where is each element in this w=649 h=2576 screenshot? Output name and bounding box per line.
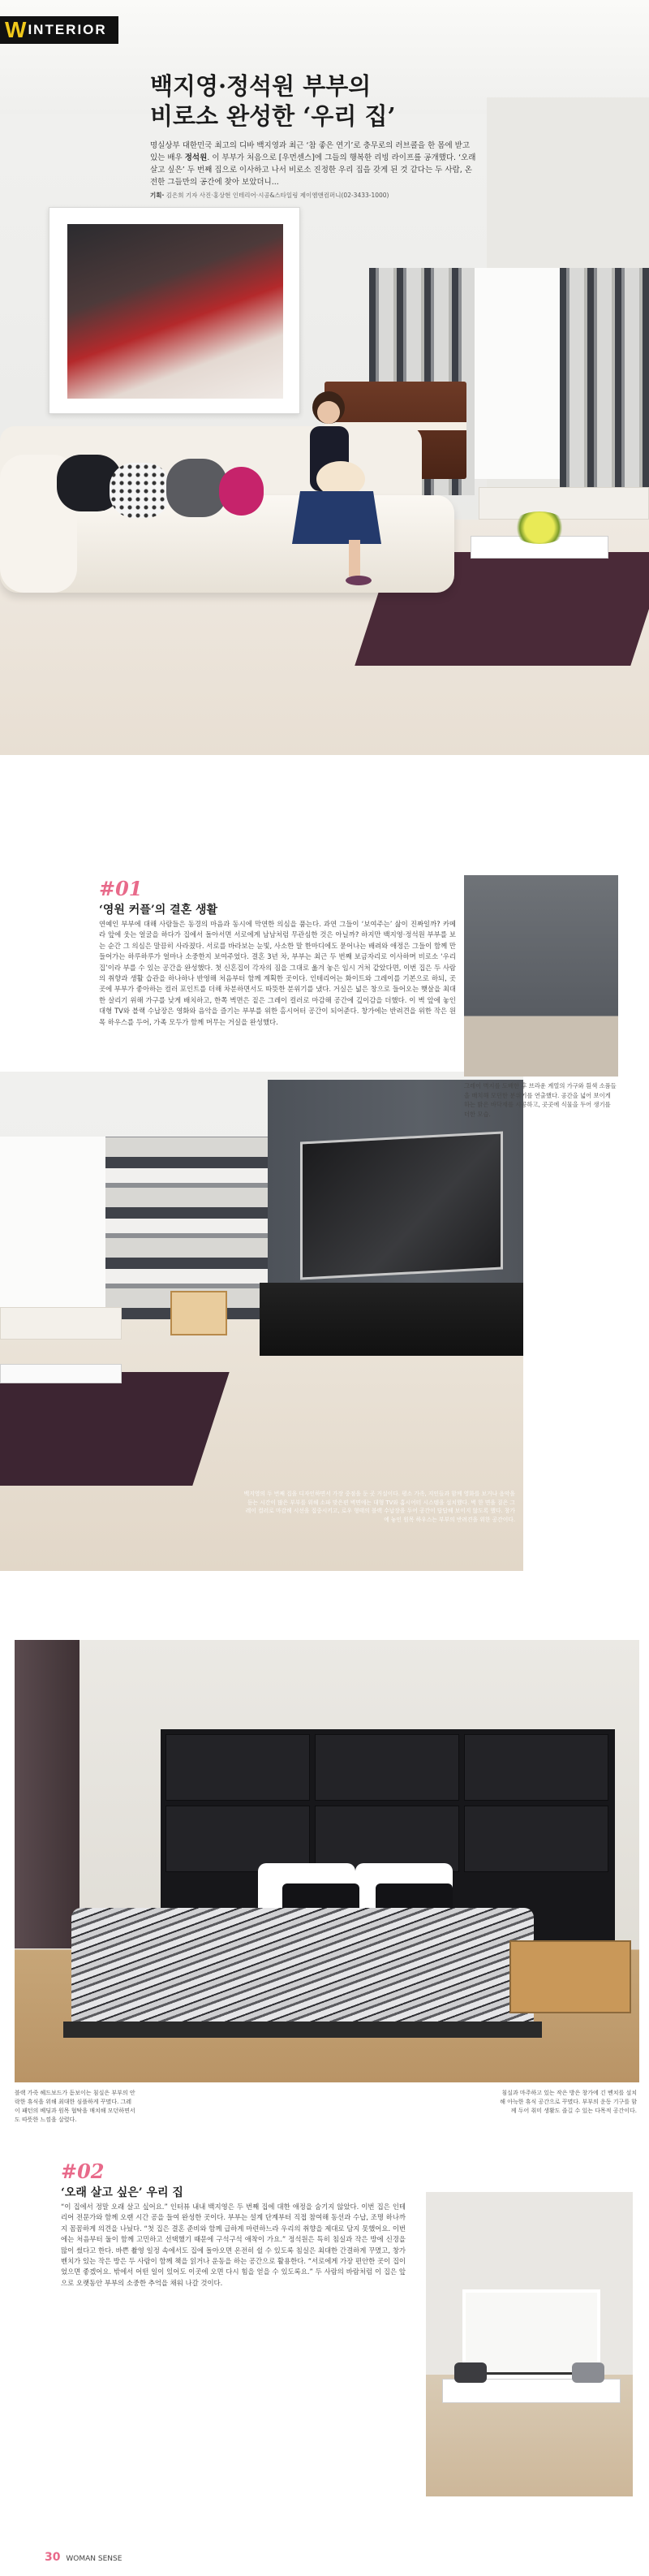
window [0, 1137, 105, 1319]
section-badge [0, 16, 118, 44]
television [300, 1131, 503, 1279]
cushion [219, 467, 264, 516]
badge-label: INTERIOR [28, 22, 107, 37]
section-number: #01 [99, 877, 143, 900]
article-intro [150, 140, 479, 188]
cushion [572, 2362, 604, 2383]
side-photo [464, 875, 618, 1077]
small-room-photo [426, 2192, 633, 2496]
nightstand [509, 1940, 631, 2013]
intro-text: 명실상부 대한민국 최고의 디바 백지영과 최근 ‘참 좋은 연기’로 충무로의 러브콜을 한 몸에 받고 있는 배우 [150, 141, 471, 162]
flower-arrangement [511, 511, 568, 544]
curtain [560, 268, 649, 495]
tv-cabinet [260, 1283, 523, 1356]
bench [479, 487, 649, 520]
hero-photo [0, 0, 649, 755]
credit-text: 김은희 기자 사진·홍상현 인테리어·시공&스타일링 제이엠앤컴퍼니(02-3433-1000) [165, 192, 389, 199]
article-credit [150, 191, 479, 200]
section-heading: ‘오래 살고 싶은’ 우리 집 [61, 2186, 183, 2199]
bed [71, 1908, 534, 2030]
bedroom-caption: 블랙 가죽 헤드보드가 돋보이는 침실은 부부의 안락한 휴식을 위해 최대한 심플하게 꾸몄다. 그레이 패턴의 베딩과 원목 협탁을 매치해 모던하면서도 따뜻한 느낌을 살렸다. [15, 2090, 135, 2123]
window [471, 268, 560, 479]
side-photo-caption: 그레이 벽지를 도배한 후 브라운 계열의 가구와 흰색 소품들을 매치해 모던한 분위기를 연출했다. 공간을 넓어 보이게 하는 밝은 바닥재를 시공하고, 곳곳에 식물을 두어 생기를 더한 모습. [464, 1082, 617, 1118]
coffee-table [0, 1364, 122, 1383]
bicycle [475, 2330, 588, 2375]
dog-house [170, 1291, 227, 1335]
cushion [110, 463, 170, 518]
credit-label: 기획· [150, 192, 165, 199]
badge-initial: W [5, 17, 27, 42]
bench [0, 1307, 122, 1340]
cushion [166, 459, 227, 517]
title-line: 백지영·정석원 부부의 [150, 72, 372, 100]
page-footer [45, 2551, 122, 2564]
bed-frame [63, 2022, 542, 2038]
curtain [15, 1640, 80, 1948]
cushion [454, 2362, 487, 2383]
bedroom-photo [15, 1640, 639, 2082]
intro-text: . 이 부부가 처음으로 [우먼센스]에 그들의 행복한 리빙 라이프를 공개했다. ‘오래 살고 싶은’ 두 번째 집으로 이사하고 나서 비로소 진정한 우리 집을 갖게 된 것 같다는 두 사람, 온전한 그들만의 공간에 찾아 보았더니... [150, 153, 476, 187]
section-01 [0, 804, 649, 1575]
person-photo [268, 382, 389, 593]
section-body: 연예인 부부에 대해 사람들은 동경의 마음과 동시에 막연한 의심을 품는다. 과연 그들이 ‘보여주는’ 삶이 진짜일까? 카메라 앞에 웃는 얼굴을 하다가 집에서 돌아서면 서로에게 남남처럼 무관심한 것은 아닐까? 하지만 백지영·정석원 부부를 보는 순간 그 의심은 말끔히 사라졌다. 서로를 바라보는 눈빛, 사소한 말 한마디에도 묻어나는 배려와 애정은 그들이 함께 만들어가는 하루하루가 얼마나 소중한지 보여주었다. 결혼 3년 차, 부부는 최근 두 번째 보금자리로 이사하며 비로소 ‘우리 집’이라 부를 수 있는 공간을 완성했다. 첫 신혼집이 각자의 짐을 그대로 옮겨 놓은 임시 거처 같았다면, 이번 집은 두 사람의 취향과 생활 습관을 하나하나 반영해 처음부터 함께 계획한 곳이다. 인테리어는 화이트와 그레이를 기본으로 하되, 곳곳에 부부가 좋아하는 컬러 포인트를 더해 차분하면서도 따뜻한 분위기를 냈다. 거실은 넓은 창으로 들어오는 햇살을 최대한 살리기 위해 가구를 낮게 배치하고, 한쪽 벽면은 짙은 그레이 컬러로 마감해 공간에 깊이감을 더했다. 이 벽 앞에 놓인 대형 TV와 블랙 수납장은 영화와 음악을 즐기는 부부를 위한 홈시어터 공간이 되어준다. 창가에는 반려견을 위한 작은 원목 하우스를 두어, 가족 모두가 함께 머무는 거실을 완성했다. [99, 920, 456, 1026]
room-caption: 침실과 마주하고 있는 작은 방은 창가에 긴 벤치를 설치해 아늑한 휴식 공간으로 꾸몄다. 부부의 운동 기구를 함께 두어 취미 생활도 즐길 수 있는 다목적 공간이다. [500, 2090, 637, 2114]
title-line: 비로소 완성한 ‘우리 집’ [150, 102, 396, 130]
magazine-name: WOMAN SENSE [66, 2555, 122, 2563]
section-body: “이 집에서 정말 오래 살고 싶어요.” 인터뷰 내내 백지영은 두 번째 집에 대한 애정을 숨기지 않았다. 이번 집은 인테리어 전문가와 함께 오랜 시간 공을 들여 완성한 곳이다. 부부는 설계 단계부터 직접 참여해 동선과 수납, 조명 하나까지 꼼꼼하게 의견을 나눴다. “첫 집은 결혼 준비와 함께 급하게 마련하느라 우리의 취향을 제대로 담지 못했어요. 이번에는 처음부터 둘이 함께 고민하고 선택했기 때문에 구석구석 애착이 가요.” 정석원은 특히 침실과 작은 방에 신경을 많이 썼다고 한다. 바쁜 촬영 일정 속에서도 집에 돌아오면 온전히 쉴 수 있도록 침실은 최대한 간결하게 꾸몄고, 창가 벤치가 있는 작은 방은 두 사람이 함께 책을 읽거나 운동을 하는 공간으로 활용한다. “서로에게 가장 편안한 곳이 집이었으면 좋겠어요. 밖에서 어떤 일이 있어도 이곳에 오면 다시 힘을 얻을 수 있도록요.” 두 사람의 바람처럼 이 집은 앞으로 오랫동안 부부의 소중한 추억을 채워 나갈 것이다. [61, 2203, 406, 2287]
wall-artwork [49, 207, 300, 414]
photo-caption: 백지영의 두 번째 집을 디자인하면서 가장 중점을 둔 곳 거실이다. 평소 가족, 지인들과 함께 영화를 보거나 음악을 듣는 시간이 많은 부부를 위해 소파 맞은편 벽면에는 대형 TV와 홈시어터 시스템을 설치했다. 벽 한 면을 짙은 그레이 컬러로 마감해 시선을 집중시키고, 로우 형태의 블랙 수납장을 두어 공간이 답답해 보이지 않도록 했다. 창가에 놓인 원목 하우스는 부부의 반려견을 위한 공간이다. [243, 1491, 515, 1523]
page-number: 30 [45, 2551, 61, 2564]
rug [0, 1372, 230, 1486]
article-title [150, 71, 491, 132]
section-number: #02 [61, 2160, 105, 2183]
intro-name: 정석원 [184, 153, 208, 162]
section-heading: ‘영원 커플’의 결혼 생활 [99, 904, 218, 917]
